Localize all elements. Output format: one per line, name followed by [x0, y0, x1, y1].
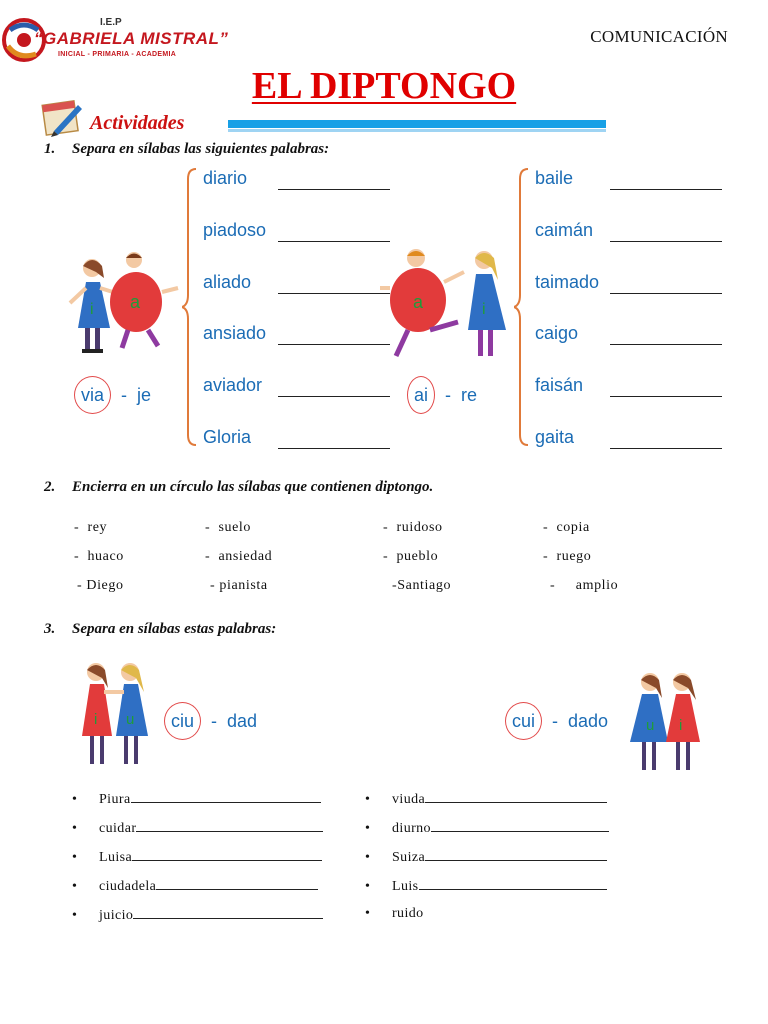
- answer-line[interactable]: [610, 241, 722, 242]
- letter-a: a: [413, 292, 424, 312]
- calendar-pen-icon: [40, 95, 84, 139]
- grid-word[interactable]: - Diego: [77, 578, 124, 593]
- girl-and-apple-illustration: [58, 248, 183, 363]
- letter-i: i: [94, 711, 98, 728]
- answer-line[interactable]: [425, 790, 607, 803]
- answer-line[interactable]: [610, 396, 722, 397]
- list-item: • ruido: [365, 906, 424, 921]
- answer-line[interactable]: [156, 877, 318, 890]
- school-name: “GABRIELA MISTRAL”: [34, 29, 229, 48]
- answer-line[interactable]: [610, 189, 722, 190]
- word-gaita: gaita: [535, 427, 575, 447]
- question-3: 3. Separa en sílabas estas palabras:: [44, 621, 277, 637]
- word-ansiado: ansiado: [203, 323, 267, 343]
- letter-i: i: [90, 301, 94, 318]
- answer-line[interactable]: [278, 293, 390, 294]
- answer-line[interactable]: [278, 241, 390, 242]
- syllable-word-grid: [0, 520, 768, 600]
- page-title: EL DIPTONGO: [251, 65, 517, 107]
- heading-bar: [228, 120, 606, 128]
- answer-line[interactable]: [419, 877, 607, 890]
- grid-word[interactable]: - pueblo: [383, 549, 439, 564]
- answer-line[interactable]: [278, 396, 390, 397]
- example-via-je: [74, 376, 151, 414]
- list-item: • cuidar: [72, 819, 332, 837]
- word-aliado: aliado: [203, 272, 252, 292]
- answer-line[interactable]: [278, 448, 390, 449]
- syllable-dash: -: [552, 710, 559, 731]
- letter-u: u: [126, 711, 135, 728]
- grid-word[interactable]: - ruidoso: [383, 520, 443, 535]
- grid-word[interactable]: - copia: [543, 520, 590, 535]
- word-piadoso: piadoso: [203, 220, 267, 240]
- syllable-dash: -: [121, 384, 128, 405]
- grid-word[interactable]: - rey: [74, 520, 108, 535]
- syllable-rest: dad: [227, 710, 258, 731]
- activities-heading: Actividades: [90, 112, 185, 134]
- answer-line[interactable]: [431, 819, 609, 832]
- grid-word[interactable]: - huaco: [74, 549, 124, 564]
- answer-line[interactable]: [132, 848, 322, 861]
- list-item: • juicio: [72, 906, 332, 924]
- grid-word[interactable]: - ruego: [543, 549, 592, 564]
- grid-word[interactable]: - ansiedad: [205, 549, 273, 564]
- school-logo: [0, 12, 229, 66]
- answer-line[interactable]: [610, 344, 722, 345]
- syllable-rest: re: [461, 384, 478, 405]
- list-item: • Luis: [365, 877, 625, 895]
- syllable-rest: je: [137, 384, 152, 405]
- syllable-circle-ciu: ciu: [164, 702, 201, 740]
- grid-word[interactable]: -Santiago: [392, 578, 452, 593]
- grid-word[interactable]: - amplio: [550, 578, 619, 593]
- school-prefix: I.E.P: [100, 17, 122, 28]
- right-brace: [514, 167, 530, 447]
- word-taimado: taimado: [535, 272, 600, 292]
- list-item: • viuda: [365, 790, 625, 808]
- letter-i: i: [482, 301, 486, 318]
- apple-and-girl-illustration: [380, 246, 520, 366]
- word-aviador: aviador: [203, 375, 263, 395]
- word-diario: diario: [203, 168, 248, 188]
- answer-line[interactable]: [425, 848, 607, 861]
- word-baile: baile: [535, 168, 574, 188]
- word-caigo: caigo: [535, 323, 579, 343]
- answer-line[interactable]: [278, 189, 390, 190]
- two-girls-illustration-left: [74, 658, 156, 776]
- left-brace: [182, 167, 198, 447]
- school-levels: INICIAL - PRIMARIA - ACADEMIA: [58, 51, 177, 58]
- syllable-circle-via: via: [74, 376, 111, 414]
- heading-bar-shadow: [228, 129, 606, 132]
- two-girls-illustration-right: [624, 668, 706, 780]
- syllable-dash: -: [211, 710, 218, 731]
- grid-word[interactable]: - pianista: [210, 578, 268, 593]
- letter-u: u: [646, 717, 655, 734]
- word-faisan: faisán: [535, 375, 584, 395]
- subject-label: COMUNICACIÓN: [590, 27, 728, 46]
- list-item: • diurno: [365, 819, 625, 837]
- list-item: • Suiza: [365, 848, 625, 866]
- word-caiman: caimán: [535, 220, 594, 240]
- letter-a: a: [130, 292, 141, 312]
- list-item: • Piura: [72, 790, 332, 808]
- list-item: • Luisa: [72, 848, 332, 866]
- answer-line[interactable]: [278, 344, 390, 345]
- answer-line[interactable]: [610, 448, 722, 449]
- answer-line[interactable]: [133, 906, 323, 919]
- example-ciu-dad: [164, 702, 257, 740]
- word-gloria: Gloria: [203, 427, 252, 447]
- letter-i: i: [679, 717, 683, 734]
- syllable-circle-ai: ai: [407, 376, 435, 414]
- example-cui-dado: [505, 702, 608, 740]
- syllable-rest: dado: [568, 710, 609, 731]
- answer-line[interactable]: [610, 293, 722, 294]
- question-2: 2. Encierra en un círculo las sílabas que contienen diptongo.: [44, 479, 434, 495]
- example-ai-re: [407, 376, 477, 414]
- list-item: • ciudadela: [72, 877, 332, 895]
- question-1: 1. Separa en sílabas las siguientes palabras:: [44, 141, 330, 157]
- syllable-dash: -: [445, 384, 452, 405]
- answer-line[interactable]: [136, 819, 323, 832]
- grid-word[interactable]: - suelo: [205, 520, 252, 535]
- answer-line[interactable]: [131, 790, 321, 803]
- syllable-circle-cui: cui: [505, 702, 542, 740]
